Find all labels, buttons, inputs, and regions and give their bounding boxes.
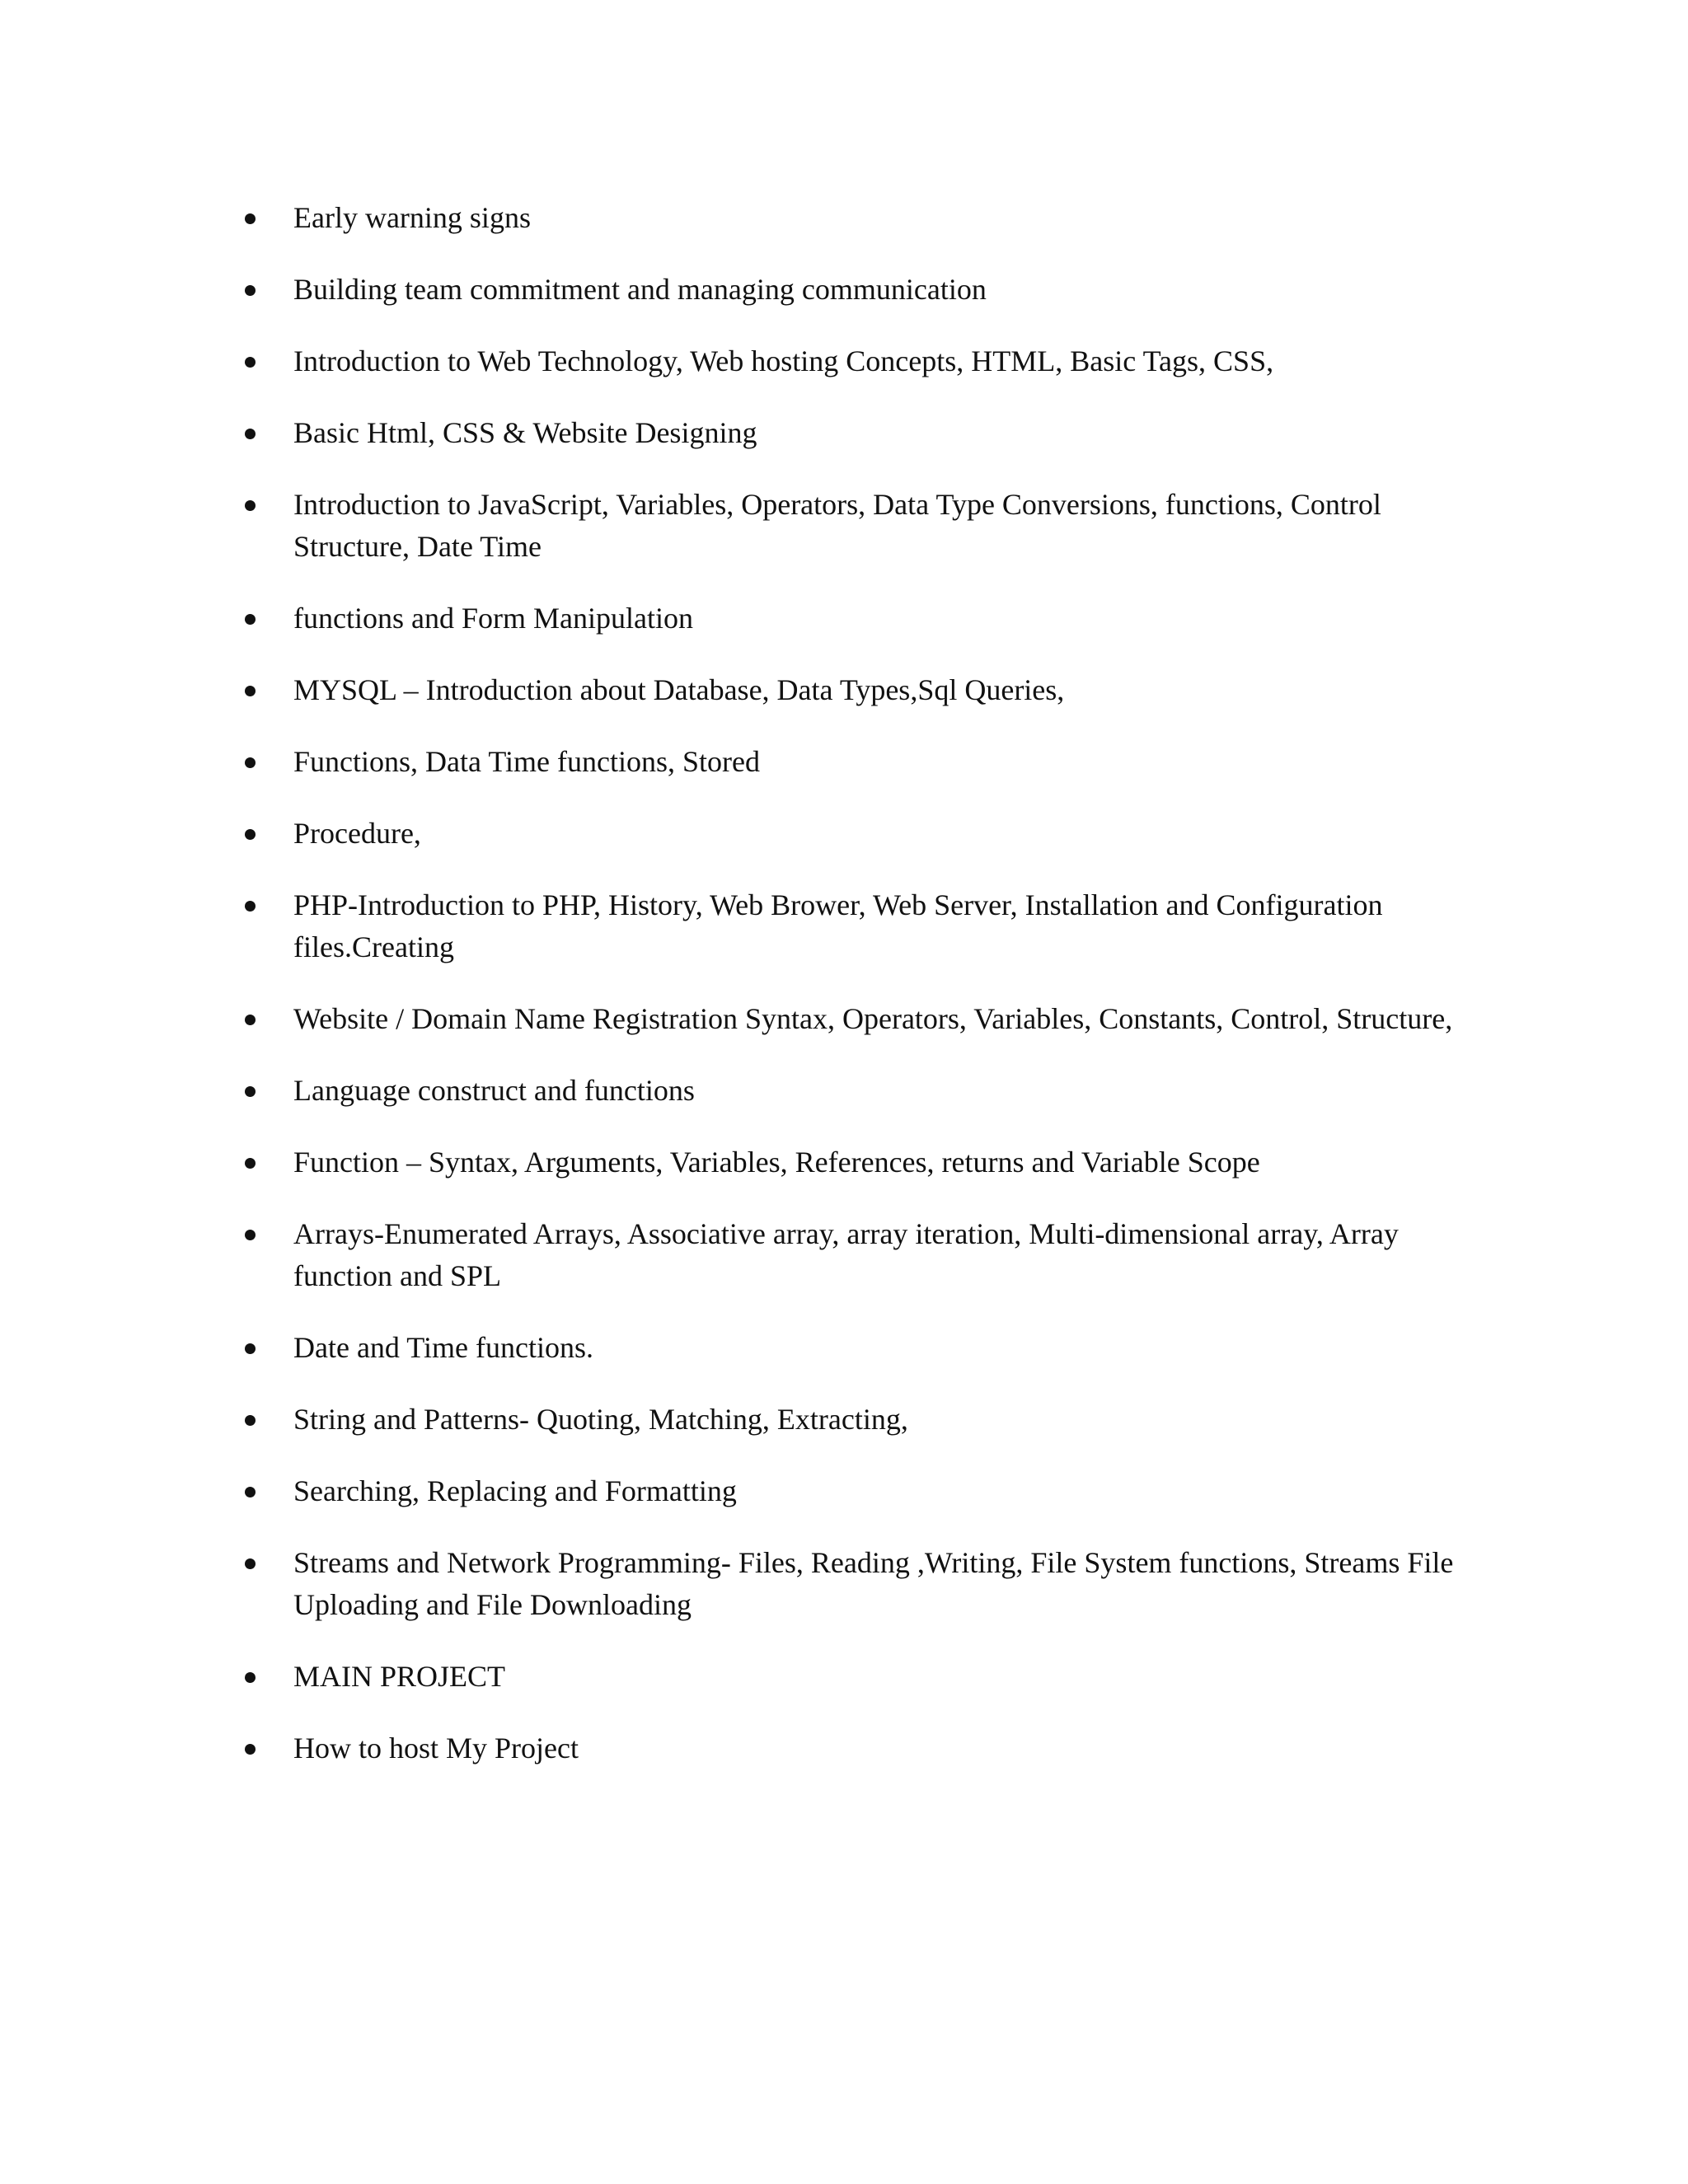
list-item: [0, 813, 1688, 855]
list-item-text: Procedure,: [293, 817, 421, 850]
list-item-text: PHP-Introduction to PHP, History, Web Brower, Web Server, Installation and Configuration files.Creating: [293, 888, 1383, 963]
bullet-icon: [245, 500, 256, 511]
list-item: [0, 269, 1688, 311]
list-item: [0, 1470, 1688, 1512]
list-item-text: Early warning signs: [293, 201, 531, 234]
bullet-icon: [245, 429, 256, 439]
list-item-text: Streams and Network Programming- Files, Reading ,Writing, File System functions, Streams File Uploading and File Downloading: [293, 1546, 1454, 1621]
list-item: [0, 884, 1688, 968]
list-item-text: Date and Time functions.: [293, 1331, 593, 1364]
list-item: [0, 598, 1688, 640]
list-item: [0, 1213, 1688, 1297]
list-item-text: Language construct and functions: [293, 1074, 695, 1107]
list-item: [0, 484, 1688, 568]
bullet-icon: [245, 1415, 256, 1426]
bullet-icon: [245, 1487, 256, 1497]
list-item-text: Arrays-Enumerated Arrays, Associative array, array iteration, Multi-dimensional array, Array function and SPL: [293, 1217, 1399, 1292]
bullet-icon: [245, 213, 256, 224]
list-item: [0, 1327, 1688, 1369]
bullet-icon: [245, 285, 256, 296]
bullet-icon: [245, 1343, 256, 1354]
bullet-icon: [245, 1015, 256, 1025]
bullet-icon: [245, 1086, 256, 1097]
bullet-icon: [245, 829, 256, 840]
bullet-icon: [245, 1558, 256, 1569]
bullet-icon: [245, 1158, 256, 1169]
list-item-text: Function – Syntax, Arguments, Variables, References, returns and Variable Scope: [293, 1146, 1260, 1179]
list-item-text: Website / Domain Name Registration Syntax, Operators, Variables, Constants, Control, Structure,: [293, 1002, 1453, 1035]
list-item-text: MYSQL – Introduction about Database, Data Types,Sql Queries,: [293, 673, 1065, 706]
list-item: [0, 741, 1688, 783]
bullet-list: [0, 197, 1688, 1799]
list-item: [0, 669, 1688, 711]
bullet-icon: [245, 357, 256, 368]
list-item-text: Introduction to JavaScript, Variables, Operators, Data Type Conversions, functions, Control Structure, Date Time: [293, 488, 1381, 563]
list-item: [0, 197, 1688, 239]
list-item-text: functions and Form Manipulation: [293, 602, 693, 635]
bullet-icon: [245, 757, 256, 768]
list-item: [0, 412, 1688, 454]
list-item-text: String and Patterns- Quoting, Matching, Extracting,: [293, 1403, 908, 1436]
list-item-text: MAIN PROJECT: [293, 1660, 506, 1693]
list-item-text: Introduction to Web Technology, Web hosting Concepts, HTML, Basic Tags, CSS,: [293, 344, 1274, 377]
bullet-icon: [245, 686, 256, 696]
list-item: [0, 998, 1688, 1040]
bullet-icon: [245, 1672, 256, 1683]
list-item: [0, 1070, 1688, 1112]
list-item-text: How to host My Project: [293, 1732, 579, 1765]
list-item: [0, 1542, 1688, 1626]
list-item: [0, 1141, 1688, 1183]
bullet-icon: [245, 614, 256, 625]
list-item-text: Functions, Data Time functions, Stored: [293, 745, 760, 778]
bullet-icon: [245, 1744, 256, 1755]
list-item-text: Searching, Replacing and Formatting: [293, 1474, 737, 1507]
list-item-text: Basic Html, CSS & Website Designing: [293, 416, 757, 449]
bullet-icon: [245, 1230, 256, 1240]
bullet-icon: [245, 901, 256, 912]
list-item: [0, 1399, 1688, 1441]
list-item: [0, 1727, 1688, 1769]
list-item: [0, 340, 1688, 382]
list-item-text: Building team commitment and managing communication: [293, 273, 987, 306]
list-item: [0, 1656, 1688, 1698]
